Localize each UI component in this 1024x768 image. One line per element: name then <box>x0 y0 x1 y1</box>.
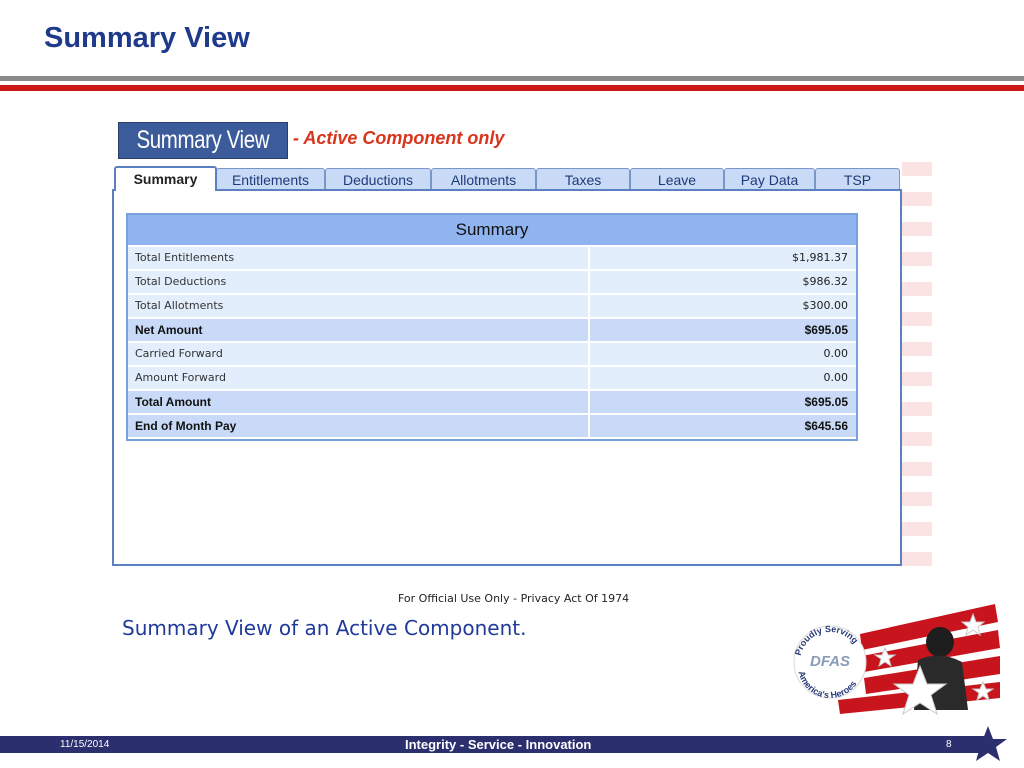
flag-watermark <box>902 162 932 592</box>
logo-top-text: Proudly Serving <box>792 623 861 657</box>
slide-title: Summary View <box>44 22 250 54</box>
table-row <box>128 295 856 319</box>
pay-summary-panel <box>112 166 902 566</box>
header-divider-red <box>0 85 1024 91</box>
row-label: Amount Forward <box>128 367 590 389</box>
row-value: $695.05 <box>804 323 848 337</box>
row-value: $986.32 <box>802 275 848 288</box>
logo-bottom-text: America's Heroes <box>796 669 859 701</box>
row-label: Total Entitlements <box>128 247 590 269</box>
row-label: Total Allotments <box>128 295 590 317</box>
footer-star-icon <box>968 724 1008 764</box>
badge-label: Summary View <box>136 126 270 154</box>
tab-bar <box>112 166 902 190</box>
active-component-note: - Active Component only <box>293 128 505 148</box>
row-value: $300.00 <box>802 299 848 312</box>
header-divider-gray <box>0 76 1024 81</box>
tab-deductions[interactable]: Deductions <box>325 168 431 190</box>
row-value: $1,981.37 <box>792 251 848 264</box>
slide-caption: Summary View of an Active Component. <box>122 616 527 640</box>
tab-content <box>112 189 902 566</box>
tab-summary[interactable]: Summary <box>114 166 217 191</box>
tab-allotments[interactable]: Allotments <box>431 168 536 190</box>
table-row <box>128 415 856 439</box>
row-label: Total Amount <box>128 391 590 413</box>
summary-view-badge <box>118 122 288 159</box>
footer-motto: Integrity - Service - Innovation <box>405 737 592 752</box>
table-row <box>128 367 856 391</box>
row-value: 0.00 <box>823 371 848 384</box>
summary-table-header: Summary <box>128 215 856 247</box>
table-row <box>128 271 856 295</box>
tab-entitlements[interactable]: Entitlements <box>216 168 325 190</box>
table-row <box>128 319 856 343</box>
summary-rows <box>128 247 856 439</box>
dfas-logo <box>790 600 1000 725</box>
tab-tsp[interactable]: TSP <box>815 168 900 190</box>
tab-pay-data[interactable]: Pay Data <box>724 168 815 190</box>
privacy-notice: For Official Use Only - Privacy Act Of 1974 <box>398 592 630 605</box>
logo-center-text: DFAS <box>809 653 851 670</box>
row-value: $695.05 <box>804 395 848 409</box>
summary-table <box>126 213 858 441</box>
table-row <box>128 343 856 367</box>
row-value: $645.56 <box>804 419 848 433</box>
tab-taxes[interactable]: Taxes <box>536 168 630 190</box>
row-label: Total Deductions <box>128 271 590 293</box>
row-label: Carried Forward <box>128 343 590 365</box>
row-value: 0.00 <box>823 347 848 360</box>
tab-leave[interactable]: Leave <box>630 168 724 190</box>
row-label: Net Amount <box>128 319 590 341</box>
table-row <box>128 391 856 415</box>
table-row <box>128 247 856 271</box>
row-label: End of Month Pay <box>128 415 590 437</box>
page-number: 8 <box>946 739 952 750</box>
footer-date: 11/15/2014 <box>60 739 110 750</box>
